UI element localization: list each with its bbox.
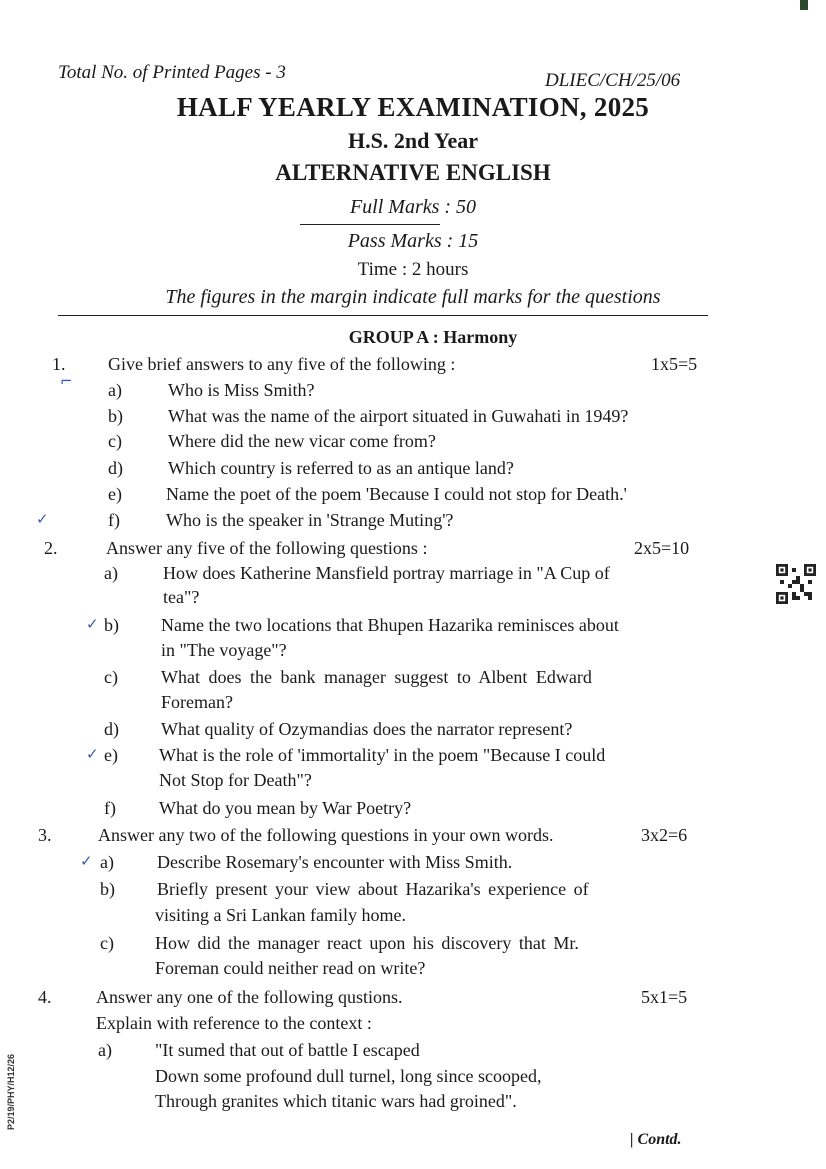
q1-b-text: What was the name of the airport situated in Guwahati in 1949? [168,406,629,426]
q3-c-label: c) [100,933,114,953]
pen-tick-icon: ⌐ [60,372,73,390]
group-title: GROUP A : Harmony [348,327,518,347]
q3-b-label: b) [100,879,115,899]
q4-a-line3: Through granites which titanic wars had groined". [155,1091,517,1111]
time-allowed: Time : 2 hours [357,259,469,280]
q4-number: 4. [38,987,52,1007]
paper-code: DLIEC/CH/25/06 [545,70,681,91]
pen-check-icon: ✓ [80,852,93,870]
contd-label: | Contd. [630,1131,682,1148]
q3-marks: 3x2=6 [641,825,688,845]
q2-c-line2: Foreman? [161,692,233,712]
q3-text: Answer any two of the following questions in your own words. [98,825,554,845]
qr-code-icon [776,563,816,605]
q2-b-line2: in "The voyage"? [161,640,287,660]
subject-title: ALTERNATIVE ENGLISH [275,160,551,185]
q2-number: 2. [44,538,58,558]
pen-check-icon: ✓ [86,615,99,633]
q1-e-label: e) [108,484,122,504]
q1-a-text: Who is Miss Smith? [168,380,315,400]
q4-text: Answer any one of the following qustions. [96,987,403,1007]
full-marks: Full Marks : 50 [349,196,477,218]
q1-f-label: f) [108,510,120,530]
q1-marks: 1x5=5 [651,354,698,374]
printed-pages: Total No. of Printed Pages - 3 [58,62,286,83]
q1-d-text: Which country is referred to as an antique land? [168,458,514,478]
exam-title: HALF YEARLY EXAMINATION, 2025 [176,92,650,122]
corner-mark [800,0,808,10]
q2-f-label: f) [104,798,116,818]
pen-check-icon: ✓ [86,745,99,763]
q1-b-label: b) [108,406,123,426]
q4-a-line1: "It sumed that out of battle I escaped [155,1040,420,1060]
q4-a-line2: Down some profound dull turnel, long since scooped, [155,1066,542,1086]
q3-a-line1: Describe Rosemary's encounter with Miss Smith. [157,852,513,872]
q1-a-label: a) [108,380,122,400]
q2-text: Answer any five of the following questions : [106,538,428,558]
q3-b-line1: Briefly present your view about Hazarika's experience of [157,879,589,899]
q1-c-text: Where did the new vicar come from? [168,431,436,451]
q4-a-label: a) [98,1040,112,1060]
marks-instruction: The figures in the margin indicate full marks for the questions [165,286,661,308]
q1-c-label: c) [108,431,122,451]
q2-c-label: c) [104,667,118,687]
pen-check-icon: ✓ [36,510,49,528]
q2-b-line1: Name the two locations that Bhupen Hazarika reminisces about [161,615,619,635]
q2-d-line1: What quality of Ozymandias does the narrator represent? [161,719,573,739]
q2-d-label: d) [104,719,119,739]
q2-c-line1: What does the bank manager suggest to Albent Edward [161,667,592,687]
q1-text: Give brief answers to any five of the following : [108,354,456,374]
q2-marks: 2x5=10 [634,538,690,558]
q3-b-line2: visiting a Sri Lankan family home. [155,905,406,925]
q3-number: 3. [38,825,52,845]
q2-e-label: e) [104,745,118,765]
q4-marks: 5x1=5 [641,987,688,1007]
q2-a-line1: How does Katherine Mansfield portray marriage in "A Cup of [163,563,610,583]
side-code: P2/19/PHY/H12/26 [6,1053,16,1130]
q3-c-line2: Foreman could neither read on write? [155,958,426,978]
header-rule [58,315,708,316]
q2-e-line1: What is the role of 'immortality' in the poem "Because I could [159,745,606,765]
q1-e-text: Name the poet of the poem 'Because I could not stop for Death.' [166,484,627,504]
class-year: H.S. 2nd Year [348,128,478,153]
q3-c-line1: How did the manager react upon his discovery that Mr. [155,933,579,953]
marks-divider [300,224,440,225]
q2-f-line1: What do you mean by War Poetry? [159,798,412,818]
q2-e-line2: Not Stop for Death"? [159,770,312,790]
q2-a-line2: tea"? [163,587,200,607]
pass-marks: Pass Marks : 15 [347,230,479,252]
q2-b-label: b) [104,615,119,635]
q2-a-label: a) [104,563,118,583]
q1-f-text: Who is the speaker in 'Strange Muting'? [166,510,454,530]
q3-a-label: a) [100,852,114,872]
q1-number: 1. [52,354,66,374]
q4-subtext: Explain with reference to the context : [96,1013,372,1033]
q1-d-label: d) [108,458,123,478]
